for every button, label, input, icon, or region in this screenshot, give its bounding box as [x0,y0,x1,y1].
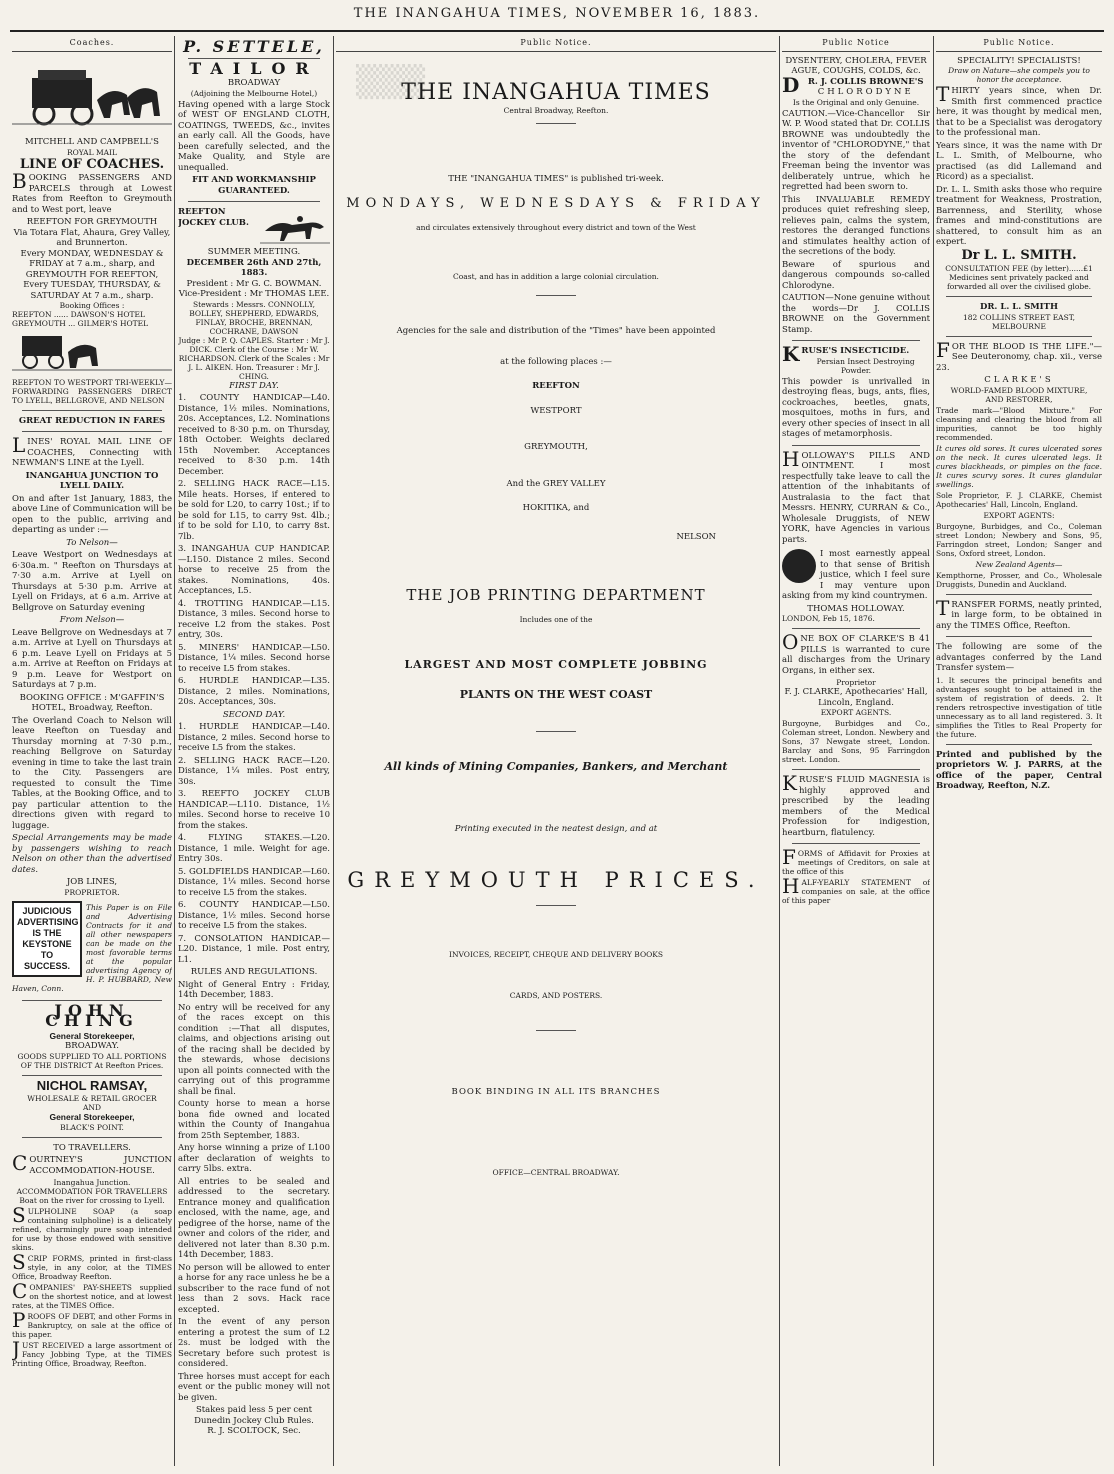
land-transfer-intro: The following are some of the advantages conferred by the Land Transfer system— [936,642,1102,673]
from-nelson: From Nelson— [59,615,125,625]
column-header: Public Notice. [936,38,1102,52]
racehorse-illustration [260,209,330,245]
sulpholine-soap: SULPHOLINE SOAP (a soap containing sulpholine) is a delicately refined, charmingly pure soap intended for use by those endowed with sensitive skins. [12,1203,172,1252]
race-1-4: 4. TROTTING HANDICAP.—L15. Distance, 3 miles. Second horse to receive L2 from the stakes. Post entry, 30s. [178,598,330,640]
thirty-years: THIRTY years since, when Dr. Smith first commenced practice here, it was thought by medical men, that to be a Specialist was derogatory to the professional man. [936,82,1102,138]
rule-entry-night: Night of General Entry : Friday, 14th December, 1883. [178,979,330,1000]
line-of-coaches: LINE OF COACHES. [19,156,165,172]
insecticide-body: This powder is unrivalled in destroying fleas, bugs, ants, flies, cockroaches, beetles, gnats, mosquitoes, moths in furs, and every other species of insect in all stages of metamorphosis. [782,376,930,439]
office-greymouth: GREYMOUTH ... GILMER'S HOTEL [12,319,149,328]
column-medicine [782,38,930,1466]
goods-supplied: GOODS SUPPLIED TO ALL PORTIONS OF THE DISTRICT At Reefton Prices. [17,1051,167,1070]
chlorodyne: CHLORODYNE [817,87,914,97]
column-header: Public Notice [782,38,930,52]
to-nelson-times: Leave Westport on Wednesdays at 6·30a.m. " Reefton on Thursdays at 7·30 a.m. Arrive at Lyell on Thursdays at 5·30 p.m. Arrive at Lyell on Fridays, at 6 a.m. Arrive at Bellgrove on Saturday evening [12,550,172,613]
masthead: THE INANGAHUA TIMES, NOVEMBER 16, 1883. [353,6,761,21]
plants-west-coast: PLANTS ON THE WEST COAST [459,688,653,701]
place-greymouth: GREYMOUTH, [524,442,588,452]
printing-executed: Printing executed in the neatest design, and at [454,824,658,834]
trade-mark: Trade mark—"Blood Mixture." For cleansing and clearing the blood from all impurities, cannot be too highly recommended. [936,405,1102,442]
judicious-advertising-badge: JUDICIOUS ADVERTISING IS THE KEYSTONE TO SUCCESS. [12,901,82,977]
divider [946,744,1092,745]
divider [536,731,576,732]
to-nelson: To Nelson— [66,537,118,548]
inangahua-junction: Inangahua Junction. [53,1178,131,1187]
place-westport: WESTPORT [530,405,582,416]
booking-office: BOOKING OFFICE : M'GAFFIN'S HOTEL, Broadway, Reefton. [19,692,165,713]
years-since: Years since, it was the name with Dr L. L. Smith, of Melbourne, who practised (as did Lallemand and Ricord) as a specialist. [936,140,1102,182]
column-tailor-jockey [178,38,330,1466]
route-return-days: Every TUESDAY, THURSDAY, & SATURDAY At 7 a.m., sharp. [23,280,161,301]
proprietor: PROPRIETOR. [64,887,120,897]
divider [536,123,576,124]
land-transfer-list: 1. It secures the principal benefits and advantages sought to be attained in the system of registration of deeds. 2. It renders retrospective investigation of title unnecessary as to all land registered. 3. It simplifies the Titles to Real Property for the future. [936,675,1102,739]
coach-company: MITCHELL AND CAMPBELL'S [25,137,159,147]
nichol-ramsay: NICHOL RAMSAY, [36,1077,148,1093]
stagecoach-illustration [12,60,172,130]
blood-mixture: WORLD-FAMED BLOOD MIXTURE, [950,385,1088,395]
dunedin-rules: Dunedin Jockey Club Rules. [194,1415,314,1426]
times-title: THE INANGAHUA TIMES [401,79,711,105]
affidavit-forms: FORMS of Affidavit for Proxies at meetings of Creditors, on sale at the office of this [782,845,930,876]
speciality: SPECIALITY! SPECIALISTS! [957,55,1081,66]
broadway-2: BROADWAY [227,78,281,88]
smith-asks: Dr. L. L. Smith asks those who require treatment for Weakness, Prostration, Barrenness, and Sterility, whose frames and mind-constitutions are shattered, to consult him as an expert. [936,184,1102,247]
divider [946,594,1092,595]
holloway-date: LONDON, Feb 15, 1876. [782,614,875,623]
top-rule [10,30,1104,32]
race-2-5: 5. GOLDFIELDS HANDICAP.—L60. Distance, 1¼ miles. Second horse to receive L5 from the stakes. [178,866,330,898]
following-places: at the following places :— [500,356,612,367]
imprint: Printed and published by the proprietors W. J. PARRS, at the office of the paper, Central Broadway, Reefton, N.Z. [936,749,1102,791]
includes-one: Includes one of the [519,614,593,624]
cards-posters: CARDS, AND POSTERS. [509,991,603,1000]
rule-penalty: Any horse winning a prize of L100 after declaration of weights to carry 5lbs. extra. [178,1143,330,1174]
holloway-seal-icon [782,549,816,583]
divider [22,431,162,432]
column-rule [779,36,780,1466]
divider [536,1030,576,1031]
second-day: SECOND DAY. [222,709,286,720]
divider [188,201,320,202]
column-rule [174,36,175,1466]
agencies: Agencies for the sale and distribution of the "Times" have been appointed [396,326,716,336]
ink-bleed-through: ▒▒▒ [356,65,426,100]
holloway-signature: THOMAS HOLLOWAY. [807,603,905,614]
booking-text: BOOKING PASSENGERS AND PARCELS through at Lowest Rates from Reefton to Greymouth and to West port, leave [12,169,172,215]
junction-to-lyell: INANGAHUA JUNCTION TO LYELL DAILY. [25,470,159,491]
kruse-insecticide: KRUSE'S INSECTICIDE. [782,342,910,366]
race-2-2: 2. SELLING HACK RACE—L20. Distance, 1¼ miles. Post entry, 30s. [178,755,330,787]
export-list: Burgoyne, Burbidges and Co., Coleman street, London. Newbery and Sons, 37 Newgate street, London. Barclay and Sons, 95 Farringdon street. London. [782,719,930,764]
persian-powder: Persian Insect Destroying Powder. [816,356,915,375]
consultation-fee: CONSULTATION FEE (by letter)......£1 Medicines sent privately packed and forwarded all over the civilised globe. [945,264,1093,291]
adjoining: (Adjoining the Melbourne Hotel,) [190,88,318,98]
and: AND [83,1103,101,1112]
race-1-6: 6. HURDLE HANDICAP.—L35. Distance, 2 miles. Nominations, 20s. Acceptances, 30s. [178,676,330,707]
divider [22,1137,162,1138]
blacks-point: BLACK'S POINT. [60,1122,124,1132]
rule-disputes: No entry will be received for any of the races except on this condition :—That all disputes, claims, and objections arising out of the racing shall be decided by the stewards, whose decisions upon all points connected with the carrying out of this programme shall be final. [178,1002,330,1097]
kruse-magnesia: KRUSE'S FLUID MAGNESIA is highly approved and prescribed by the leading members of the Medical Profession for indigestion, heartburn, flatulency. [782,771,930,838]
holloway-intro: HOLLOWAY'S PILLS AND OINTMENT. I most respectfully take leave to call the attention of the inhabitants of Australasia to the fact that Messrs. HENRY, CURRAN & Co., Wholesale Druggists, of NEW YORK, have Agencies in various parts. [782,446,930,545]
column-specialist [936,38,1102,1466]
dr-smith-address-name: DR. L. L. SMITH [979,302,1059,312]
settele: P. SETTELE, [183,38,325,56]
rules-heading: RULES AND REGULATIONS. [190,967,318,977]
general-storekeeper-2: General Storekeeper, [49,1112,135,1122]
divider [22,1075,162,1076]
nz-agents: New Zealand Agents— [975,559,1063,569]
race-1-1: 1. COUNTY HANDICAP—L40. Distance, 1½ miles. Nominations, 20s. Acceptances, L2. Nominations received to 8·30 p.m. on Thursday, 18th October. Weights declared 15th November. Acceptances received to 8·30 p.m. 14th December. [178,393,330,477]
beware: Beware of spurious and dangerous compounds so-called Chlorodyne. [782,259,930,291]
proprietor-2: Proprietor [836,678,876,687]
draw-on-nature: Draw on Nature—she compels you to honor the acceptance. [948,66,1090,84]
kempthorne: Kempthorne, Prosser, and Co., Wholesale Druggists, Dunedin and Auckland. [936,570,1102,589]
from-nelson-times: Leave Bellgrove on Wednesdays at 7 a.m. Arrive at Lyell on Thursdays at 6 p.m. Leave Lyell on Fridays at 5 a.m. Arrive at Reefton on Fridays at 9 p.m. Leave for Westport on Saturdays at 7 p.m. [12,627,172,690]
booking-offices-heading: Booking Offices : [59,301,125,310]
just-received: JUST RECEIVED a large assortment of Fancy Jobbing Type, at the TIMES Printing Office, Broadway, Reefton. [12,1337,172,1368]
divider [946,336,1092,337]
great-reduction: GREAT REDUCTION IN FARES [18,415,166,426]
colonial-circulation: Coast, and has in addition a large colonial circulation. [453,272,659,281]
first-day: FIRST DAY. [229,380,279,391]
courtneys-junction: COURTNEY'S JUNCTION ACCOMMODATION-HOUSE. [12,1151,172,1176]
route-return: GREYMOUTH FOR REEFTON, [25,269,159,280]
clarke-hall: F. J. CLARKE, Apothecaries' Hall, Lincoln, England. [784,687,928,708]
route-heading: REEFTON FOR GREYMOUTH [26,217,158,227]
caution-genuine: CAUTION—None genuine without the words—Dr J. COLLIS BROWNE on the Government Stamp. [782,293,930,335]
rule-three-horses: Three horses must accept for each event or the public money will not be given. [178,1371,330,1403]
caution-wood: CAUTION.—Vice-Chancellor Sir W. P. Wood stated that Dr. COLLIS BROWNE was undoubtedly the inventor of "CHLORODYNE," that the story of the defendant Freeman being the inventor was deliberately untrue, which he regretted had been sworn to. [782,108,930,192]
dysentery: DYSENTERY, CHOLERA, FEVER AGUE, COUGHS, COLDS, &c. [785,55,927,76]
place-reefton: REEFTON [532,381,580,391]
officials: President : Mr G. C. BOWMAN. Vice-President : Mr THOMAS LEE. [178,278,330,299]
rule-county-horse: County horse to mean a horse bona fide owned and located within the County of Inangahua from 25th September, 1883. [178,1099,330,1141]
westport-tri-weekly: REEFTON TO WESTPORT TRI-WEEKLY—FORWARDING PASSENGERS DIRECT TO LYELL, BELLGROVE, AND NELSON [12,377,172,405]
divider [536,295,576,296]
column-public-notice [336,38,776,1466]
fit-guaranteed: FIT AND WORKMANSHIP GUARANTEED. [192,175,316,196]
column-rule [933,36,934,1466]
stakes-paid: Stakes paid less 5 per cent [195,1405,313,1415]
invoices: INVOICES, RECEIPT, CHEQUE AND DELIVERY BOOKS [448,950,663,959]
transfer-forms: TRANSFER FORMS, neatly printed, in large form, to be obtained in any the TIMES Office, Reefton. [936,595,1102,631]
sole-proprietor: Sole Proprietor, F. J. CLARKE, Chemist Apothecaries' Hall, Lincoln, England. [936,490,1102,509]
job-lines: JOB LINES, [66,877,118,887]
greymouth-prices: GREYMOUTH PRICES. [347,867,765,892]
race-2-6: 6. COUNTY HANDICAP.—L50. Distance, 1½ miles. Second horse to receive L5 from the stakes. [178,900,330,931]
holloway-appeal: I most earnestly appeal to that sense of British justice, which I feel sure I may venture upon asking from my kind countrymen. [782,549,930,601]
invaluable-remedy: This INVALUABLE REMEDY produces quiet refreshing sleep, relieves pain, calms the system, restores the deranged functions and stimulates healthy action of the secretions of the body. [782,194,930,257]
clarkes: CLARKE'S [984,375,1054,385]
grocer: WHOLESALE & RETAIL GROCER [27,1094,157,1103]
divider [792,628,920,629]
lines-royal-mail: LINES' ROYAL MAIL LINE OF COACHES, Connecting with NEWMAN'S LINE at the Lyell. [12,433,172,468]
collins-street: 182 COLLINS STREET EAST, MELBOURNE [962,312,1076,331]
export-agents-2: EXPORT AGENTS: [983,510,1055,520]
rule-entries: All entries to be sealed and addressed to the secretary. Entrance money and qualification enclosed, with the name, age, and pedigree of the horse, name of the owner and colors of the rider, and delivered not later than 8.30 p.m. 14th December, 1883. [178,1176,330,1260]
divider [536,905,576,906]
route-days: Every MONDAY, WEDNESDAY & FRIDAY at 7 a.m., sharp, and [20,248,164,269]
meeting-dates: DECEMBER 26th AND 27th, 1883. [186,257,322,278]
divider [792,843,920,844]
tailor-body: Having opened with a large Stock of WEST OF ENGLAND CLOTH, COATINGS, TWEEDS, &c., invites an early call. All the Goods, have been carefully selected, and the Make Quality, and Style are unequalled. [178,99,330,173]
column-header: Public Notice. [336,38,776,52]
stewards: Stewards : Messrs. CONNOLLY, BOLLEY, SHEPHERD, EDWARDS, FINLAY, BROCHE, BRENNAN, COCHRANE, DAWSON [189,299,319,336]
divider [946,296,1092,297]
divider [22,410,162,411]
to-travellers: TO TRAVELLERS. [53,1142,131,1153]
race-1-5: 5. MINERS' HANDICAP.—L50. Distance, 1¼ miles. Second horse to receive L5 from stakes. [178,642,330,674]
race-2-1: 1. HURDLE HANDICAP.—L40. Distance, 2 miles. Second horse to receive L5 from the stakes. [178,722,330,753]
cures-list: It cures old sores. It cures ulcerated sores on the neck. It cures ulcerated legs. It cures blackheads, or pimples on the face. It cures scurvy sores. It cures glandular swellings. [936,443,1102,489]
tailor: TAILOR [189,58,319,78]
advertising-block [12,901,172,995]
dr-smith-heading: Dr L. L. SMITH. [961,247,1077,263]
published-tri-weekly: THE "INANGAHUA TIMES" is published tri-week. [448,174,664,184]
place-grey-valley: And the GREY VALLEY [506,478,606,489]
original-genuine: Is the Original and only Genuine. [792,97,920,107]
coach-small-illustration [12,328,172,372]
file-notice: This Paper is on File and Advertising Contracts for it and all other newspapers can be made on the most favorable terms at the popular advertising Agency of H. P. HUBBARD, New Haven, Conn. [12,902,172,993]
collis-browne: DR. J. COLLIS BROWNE'S [782,72,924,97]
pay-sheets: COMPANIES' PAY-SHEETS supplied on the shortest notice, and at lowest rates, at the TIMES Office. [12,1279,172,1310]
office-location: OFFICE—CENTRAL BROADWAY. [492,1167,620,1177]
column-rule [333,36,334,1466]
rule-subscriber: No person will be allowed to enter a horse for any race unless he be a subscriber to the race fund of not less than 2 sovs. Hack race excepted. [178,1262,330,1315]
boat-notice: Boat on the river for crossing to Lyell. [19,1196,165,1205]
special-arrangements: Special Arrangements may be made by passengers wishing to reach Nelson on other than the advertised dates. [12,833,172,875]
race-1-3: 3. INANGAHUA CUP HANDICAP.—L150. Distance 2 miles. Second horse to receive 25 from the stakes. Nominations, 40s. Acceptances, L5. [178,544,330,596]
schedule-intro: On and after 1st January, 1883, the above Line of Communication will be open to the public, arriving and departing as under :— [12,493,172,535]
times-address: Central Broadway, Reefton. [503,106,609,115]
secretary: R. J. SCOLTOCK, Sec. [207,1426,301,1436]
office-reefton: REEFTON ...... DAWSON'S HOTEL [12,310,146,319]
circulation: and circulates extensively throughout every district and town of the West [416,223,696,232]
accommodation: ACCOMMODATION FOR TRAVELLERS [16,1187,168,1196]
scrip-forms: SCRIP FORMS, printed in first-class style, in any color, at the TIMES Office, Broadway Reefton. [12,1250,172,1281]
job-printing-department: THE JOB PRINTING DEPARTMENT [406,586,706,604]
holloway-block [782,547,930,604]
rule-protest: In the event of any person entering a protest the sum of L2 2s. must be lodged with the Secretary before such protest is considered. [178,1317,330,1369]
race-1-2: 2. SELLING HACK RACE—L15. Mile heats. Horses, if entered to be sold for L20, to carry 10st.; if to be sold for L15, to carry 9st. 4lb.; if to be sold for L10, to carry 8st. 7lb. [178,479,330,542]
divider [946,636,1092,637]
overland-coach: The Overland Coach to Nelson will leave Reefton on Tuesday and Thursday morning at 7·30 p.m., reaching Bellgrove on Saturday evening in time to take the last train to the City. Passengers are requested to consult the Time Tables, at the Booking Office, and to pay particular attention to the directions given with regard to luggage. [12,715,172,831]
divider [792,445,920,446]
export-agents-list: Burgoyne, Burbidges, and Co., Coleman street London; Newbery and Sons, 95, Farringdon street, London; Sanger and Sons, Oxford street, London. [936,521,1102,558]
route-via: Via Totara Flat, Ahaura, Grey Valley, and Brunnerton. [13,227,171,248]
general-storekeeper: General Storekeeper, [49,1030,135,1041]
john-ching: JOHN CHING [45,1000,139,1030]
book-binding: BOOK BINDING IN ALL ITS BRANCHES [451,1087,661,1097]
column-coaches [12,38,172,1466]
half-yearly: HALF-YEARLY STATEMENT of companies on sale, at the office of this paper [782,874,930,905]
divider [792,769,920,770]
race-2-4: 4. FLYING STAKES.—L20. Distance, 1 mile. Weight for age. Entry 30s. [178,833,330,864]
race-2-3: 3. REEFTO JOCKEY CLUB HANDICAP.—L110. Distance, 1½ miles. Second horse to receive 10 from the stakes. [178,789,330,831]
and-restorer: AND RESTORER, [985,394,1053,404]
publication-days: MONDAYS, WEDNESDAYS & FRIDAY [346,195,766,211]
jockey-club: REEFTON JOCKEY CLUB. [178,207,249,228]
place-hokitika: HOKITIKA, and [522,503,590,513]
jockey-heading-block [178,207,330,247]
column-header: Coaches. [12,38,172,52]
blood-is-life: FOR THE BLOOD IS THE LIFE."—See Deuteronomy, chap. xii., verse 23. [936,337,1102,373]
royal-mail: ROYAL MAIL [67,147,117,157]
race-2-7: 7. CONSOLATION HANDICAP.—L20. Distance, 1 mile. Post entry, L1. [178,933,330,965]
broadway: BROADWAY. [65,1041,119,1051]
clarkes-pills: ONE BOX OF CLARKE'S B 41 PILLS is warranted to cure all discharges from the Urinary Organs, in either sex. [782,630,930,676]
judges: Judge : Mr P. Q. CAPLES. Starter : Mr J. DICK. Clerk of the Course : Mr W. RICHARDSON. Clerk of the Scales : Mr J. L. AIKEN. Hon. Treasurer : Mr J. CHING. [178,335,330,381]
summer-meeting: SUMMER MEETING. [207,247,301,257]
largest-jobbing: LARGEST AND MOST COMPLETE JOBBING [404,657,708,671]
place-nelson: NELSON [676,531,716,542]
export-agents: EXPORT AGENTS. [820,708,892,717]
divider [792,340,920,341]
all-kinds: All kinds of Mining Companies, Bankers, and Merchant [384,759,728,773]
proofs-of-debt: PROOFS OF DEBT, and other Forms in Bankruptcy, on sale at the office of this paper. [12,1308,172,1339]
